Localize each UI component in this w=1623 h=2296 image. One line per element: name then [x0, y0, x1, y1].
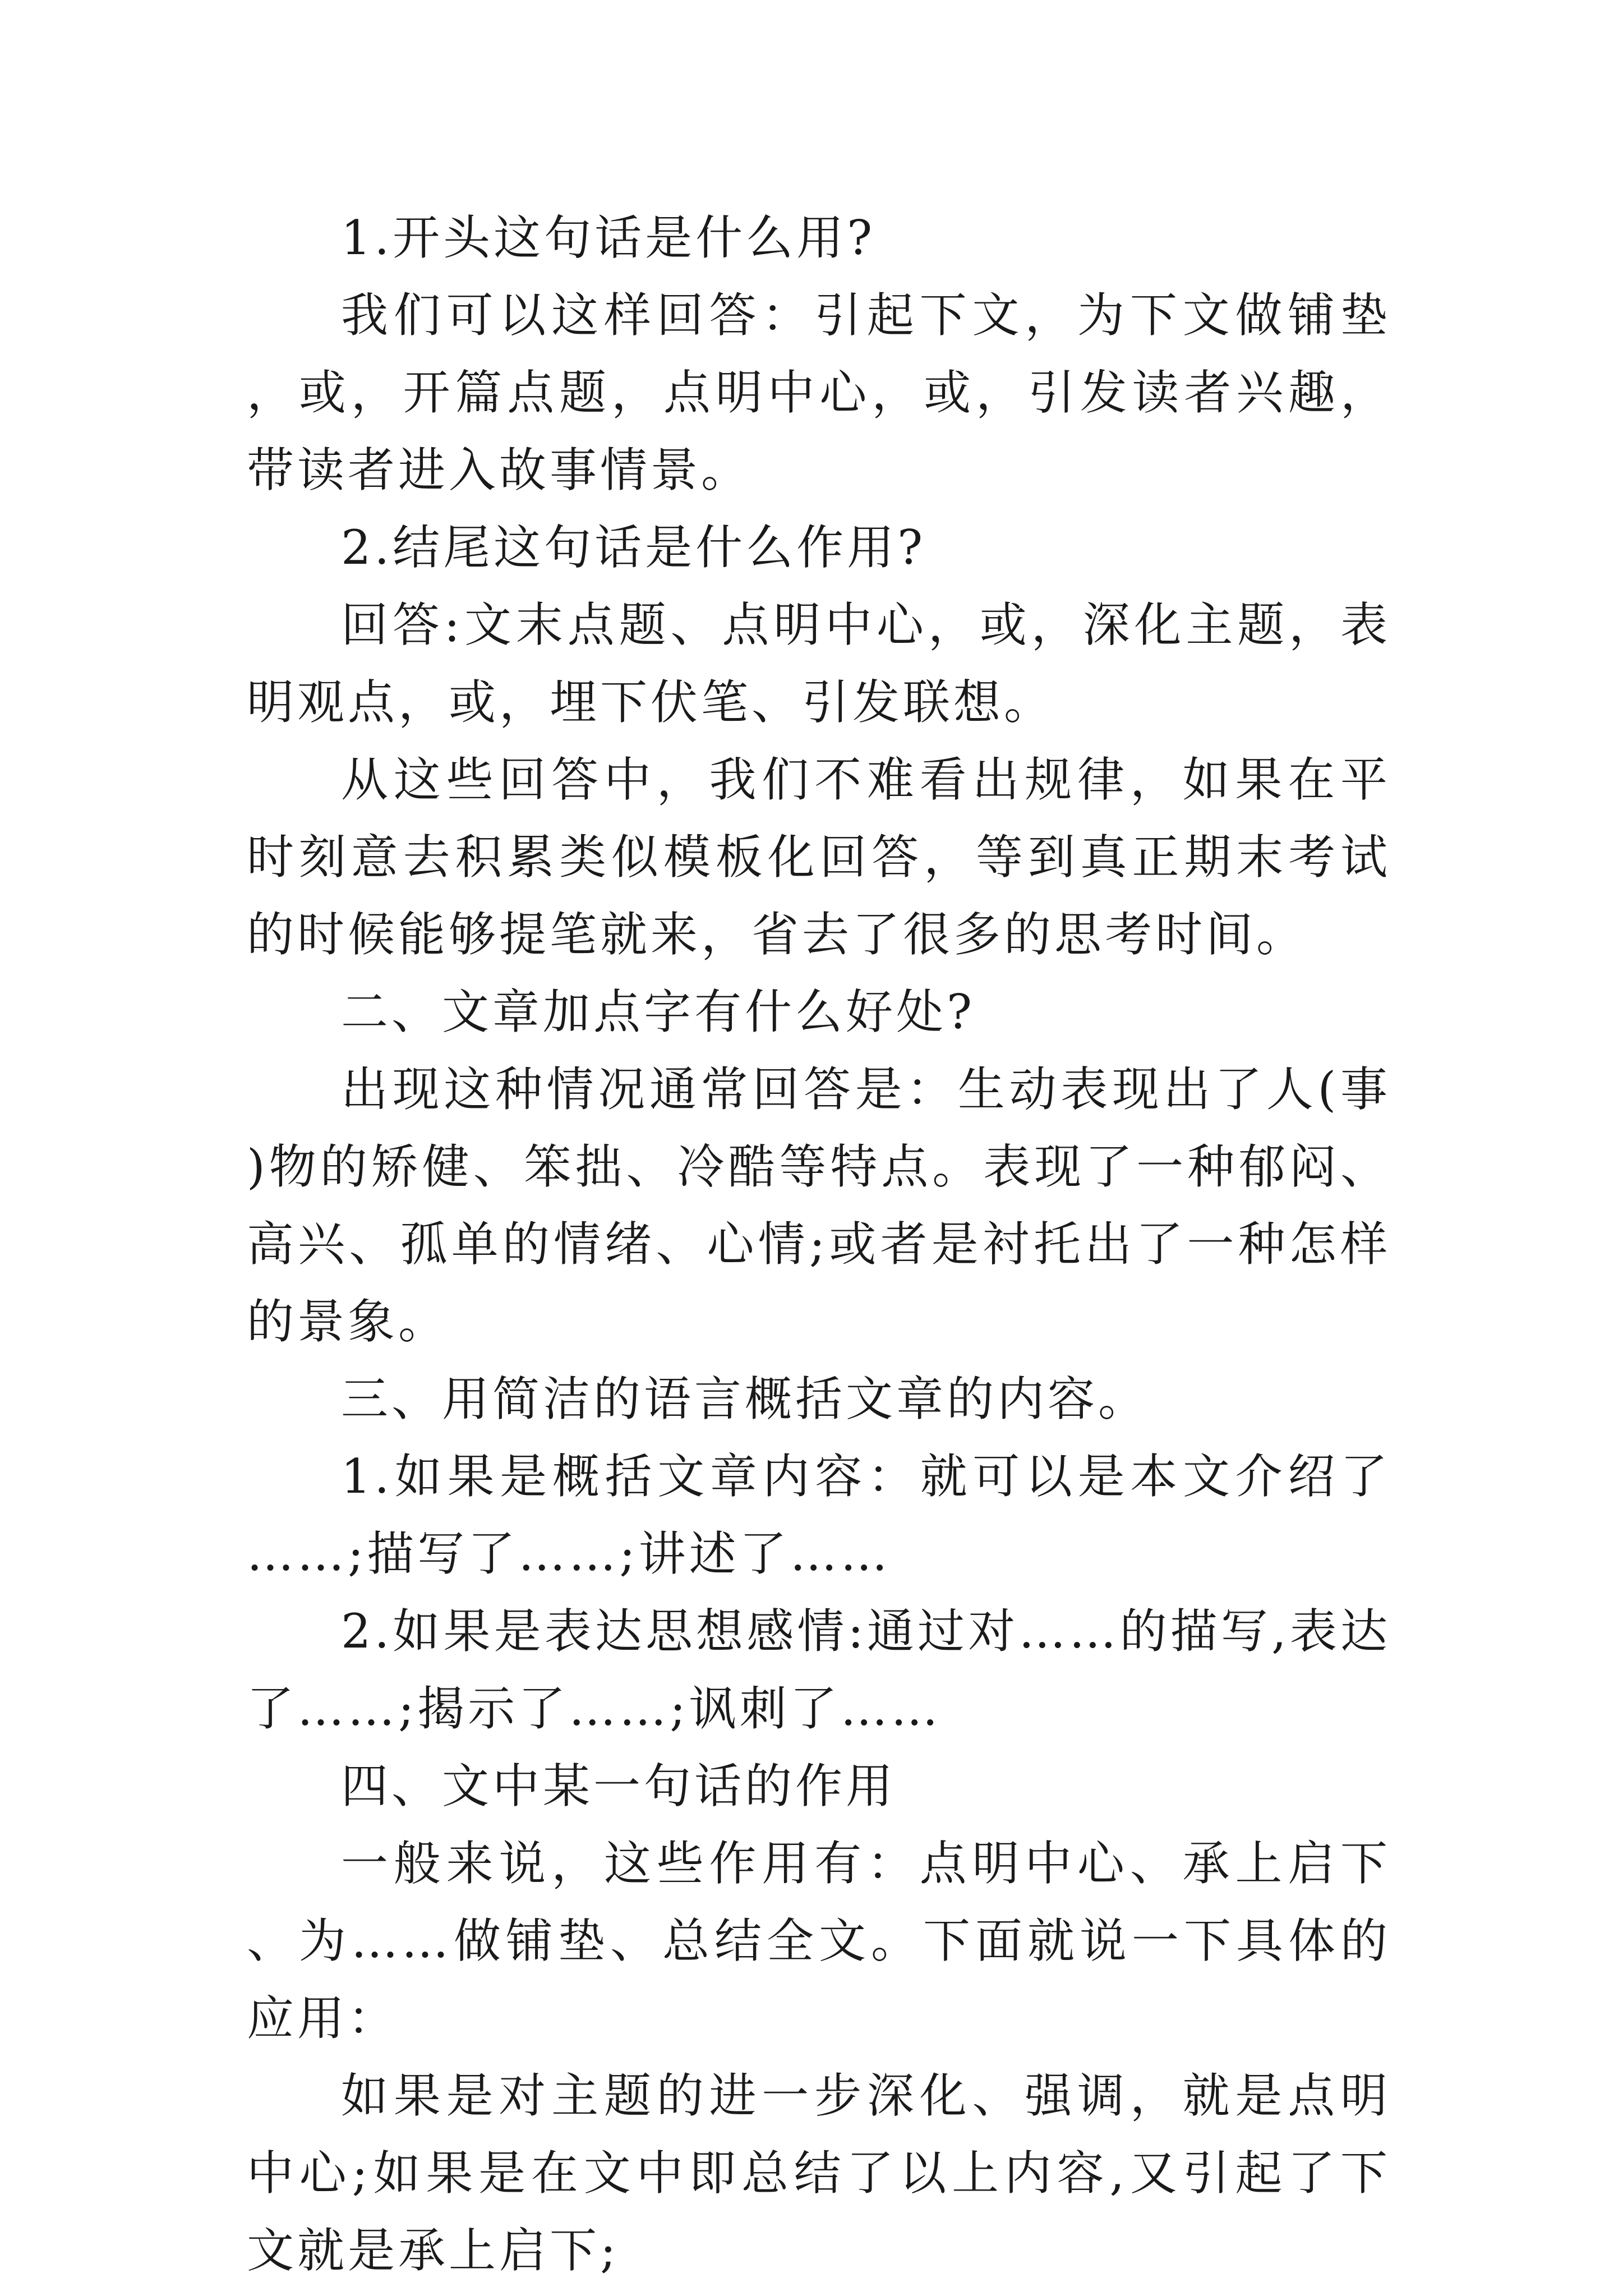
answer-2-paragraph: 回答:文末点题、点明中心，或，深化主题，表明观点，或，埋下伏笔、引发联想。 [247, 597, 1391, 730]
section-2-paragraph: 出现这种情况通常回答是：生动表现出了人(事)物的矫健、笨拙、冷酷等特点。表现了一种郁闷、高兴、孤单的情绪、心情;或者是衬托出了一种怎样的景象。 [247, 1062, 1391, 1349]
summary-paragraph: 从这些回答中，我们不难看出规律，如果在平时刻意去积累类似模板化回答，等到真正期末考试的时候能够提笔就来，省去了很多的思考时间。 [247, 752, 1391, 962]
section-3-heading: 三、用简洁的语言概括文章的内容。 [341, 1372, 1149, 1427]
section-4-heading: 四、文中某一句话的作用 [341, 1759, 897, 1814]
section-3-item-2: 2.如果是表达思想感情:通过对……的描写,表达了……;揭示了……;讽刺了…… [247, 1604, 1391, 1736]
section-2-heading: 二、文章加点字有什么好处? [341, 984, 976, 1039]
question-2-heading: 2.结尾这句话是什么作用? [341, 520, 926, 575]
section-4-paragraph-1: 一般来说，这些作用有：点明中心、承上启下、为……做铺垫、总结全文。下面就说一下具体的应用： [247, 1836, 1391, 2046]
answer-1-paragraph: 我们可以这样回答：引起下文，为下文做铺垫，或，开篇点题，点明中心，或，引发读者兴趣，带读者进入故事情景。 [247, 288, 1391, 498]
section-4-paragraph-2: 如果是对主题的进一步深化、强调，就是点明中心;如果是在文中即总结了以上内容,又引起了下文就是承上启下; [247, 2068, 1391, 2278]
document-body [247, 199, 1391, 2289]
section-3-item-1: 1.如果是概括文章内容：就可以是本文介绍了……;描写了……;讲述了…… [247, 1449, 1391, 1581]
question-1-heading: 1.开头这句话是什么用? [341, 210, 876, 265]
